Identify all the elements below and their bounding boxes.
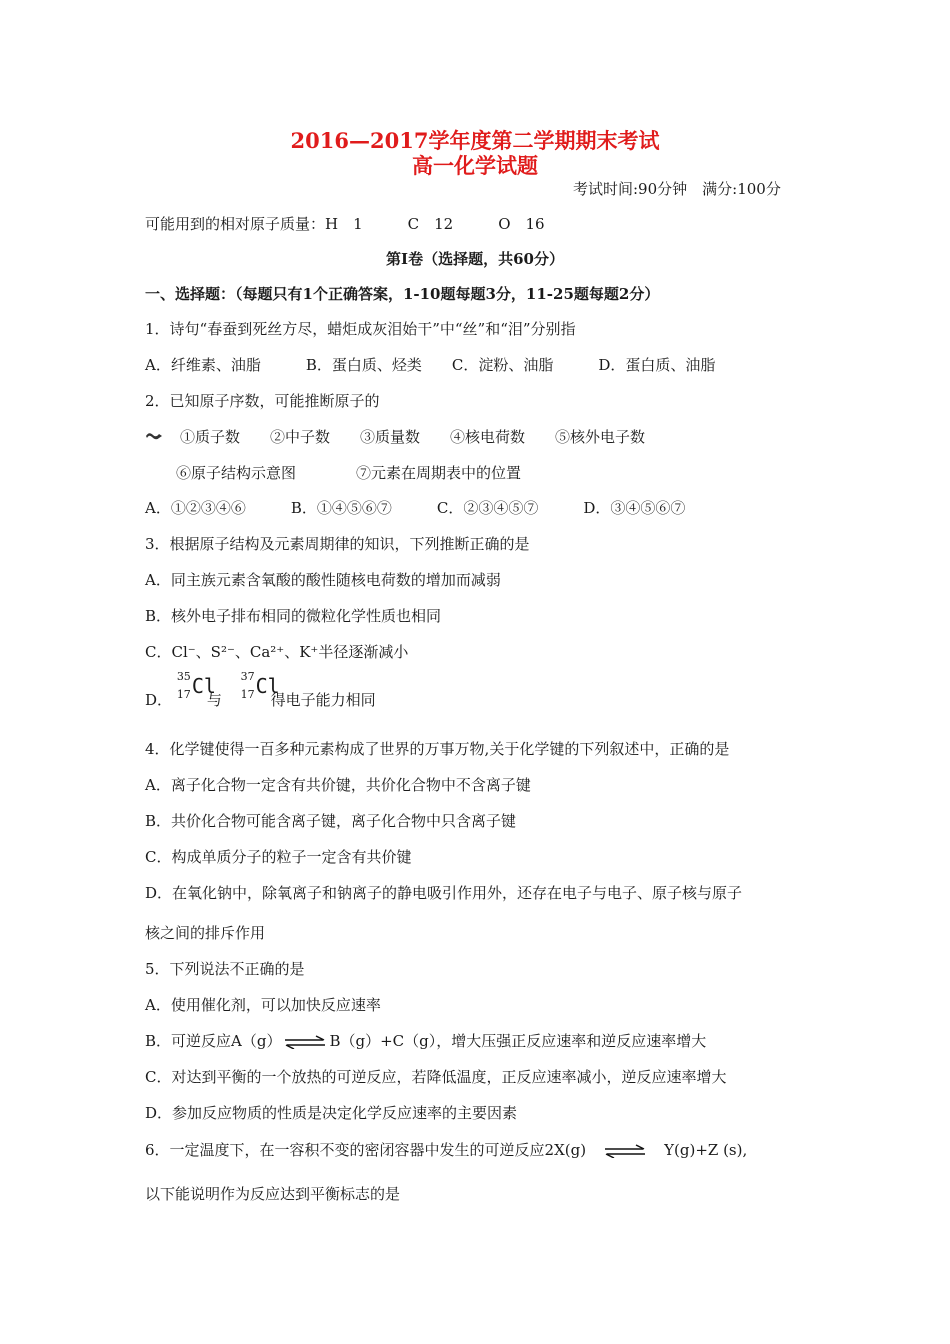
q2-items-2: ⑥原子结构示意图 ⑦元素在周期表中的位置 (176, 464, 522, 482)
pencil-icon (145, 427, 163, 446)
q5-option-c: C．对达到平衡的一个放热的可逆反应，若降低温度，正反应速率减小，逆反应速率增大 (145, 1068, 727, 1086)
q6-stem: 6．一定温度下，在一容积不变的密闭容器中发生的可逆反应2X(g) Y(g)+Z (s), (145, 1141, 748, 1159)
part-title: 第Ⅰ卷（选择题，共60分） (386, 250, 564, 268)
equilibrium-arrow-icon (283, 1035, 327, 1049)
isotope-cl35: 35 17 Cl (176, 670, 216, 701)
q3-option-b: B．核外电子排布相同的微粒化学性质也相同 (145, 607, 442, 625)
isotope-cl37: 37 17 Cl (240, 670, 280, 701)
q5-option-a: A．使用催化剂，可以加快反应速率 (145, 996, 381, 1014)
q3-option-c: C．Cl⁻、S²⁻、Ca²⁺、K⁺半径逐渐减小 (145, 643, 409, 661)
q1-options: A．纤维素、油脂 B．蛋白质、烃类 C．淀粉、油脂 D．蛋白质、油脂 (145, 356, 716, 374)
q5-stem: 5．下列说法不正确的是 (145, 960, 305, 978)
atomic-masses: 可能用到的相对原子质量：H 1 C 12 O 16 (145, 215, 545, 233)
q5-option-b: B．可逆反应A（g） B（g）+C（g），增大压强正反应速率和逆反应速率增大 (145, 1032, 707, 1050)
q4-stem: 4．化学键使得一百多种元素构成了世界的万事万物,关于化学键的下列叙述中，正确的是 (145, 740, 730, 758)
q5-option-d: D．参加反应物质的性质是决定化学反应速率的主要因素 (145, 1104, 518, 1122)
q2-stem: 2．已知原子序数，可能推断原子的 (145, 392, 380, 410)
exam-subtitle: 高一化学试题 (412, 153, 538, 178)
q1-stem: 1．诗句“春蚕到死丝方尽，蜡炬成灰泪始干”中“丝”和“泪”分别指 (145, 320, 576, 338)
q4-option-d-line1: D．在氧化钠中，除氧离子和钠离子的静电吸引作用外，还存在电子与电子、原子核与原子 (145, 884, 743, 902)
q4-option-a: A．离子化合物一定含有共价键，共价化合物中不含离子键 (145, 776, 531, 794)
section-title: 一、选择题：（每题只有1个正确答案，1-10题每题3分，11-25题每题2分） (145, 285, 660, 303)
q4-option-c: C．构成单质分子的粒子一定含有共价键 (145, 848, 412, 866)
q2-items-1: ①质子数 ②中子数 ③质量数 ④核电荷数 ⑤核外电子数 (180, 428, 646, 446)
q4-option-d-line2: 核之间的排斥作用 (145, 924, 266, 942)
q3-option-d: D． 35 17 Cl 与 37 17 Cl 得电子能力相同 (145, 670, 376, 709)
exam-title: 2016—2017学年度第二学期期末考试 (290, 128, 660, 153)
q4-option-b: B．共价化合物可能含离子键，离子化合物中只含离子键 (145, 812, 517, 830)
q3-stem: 3．根据原子结构及元素周期律的知识，下列推断正确的是 (145, 535, 530, 553)
q2-options: A．①②③④⑥ B．①④⑤⑥⑦ C．②③④⑤⑦ D．③④⑤⑥⑦ (145, 499, 686, 517)
exam-info: 考试时间:90分钟 满分:100分 (573, 180, 781, 198)
equilibrium-arrow-icon (603, 1144, 647, 1158)
q3-option-a: A．同主族元素含氧酸的酸性随核电荷数的增加而减弱 (145, 571, 501, 589)
q6-line2: 以下能说明作为反应达到平衡标志的是 (145, 1185, 401, 1203)
